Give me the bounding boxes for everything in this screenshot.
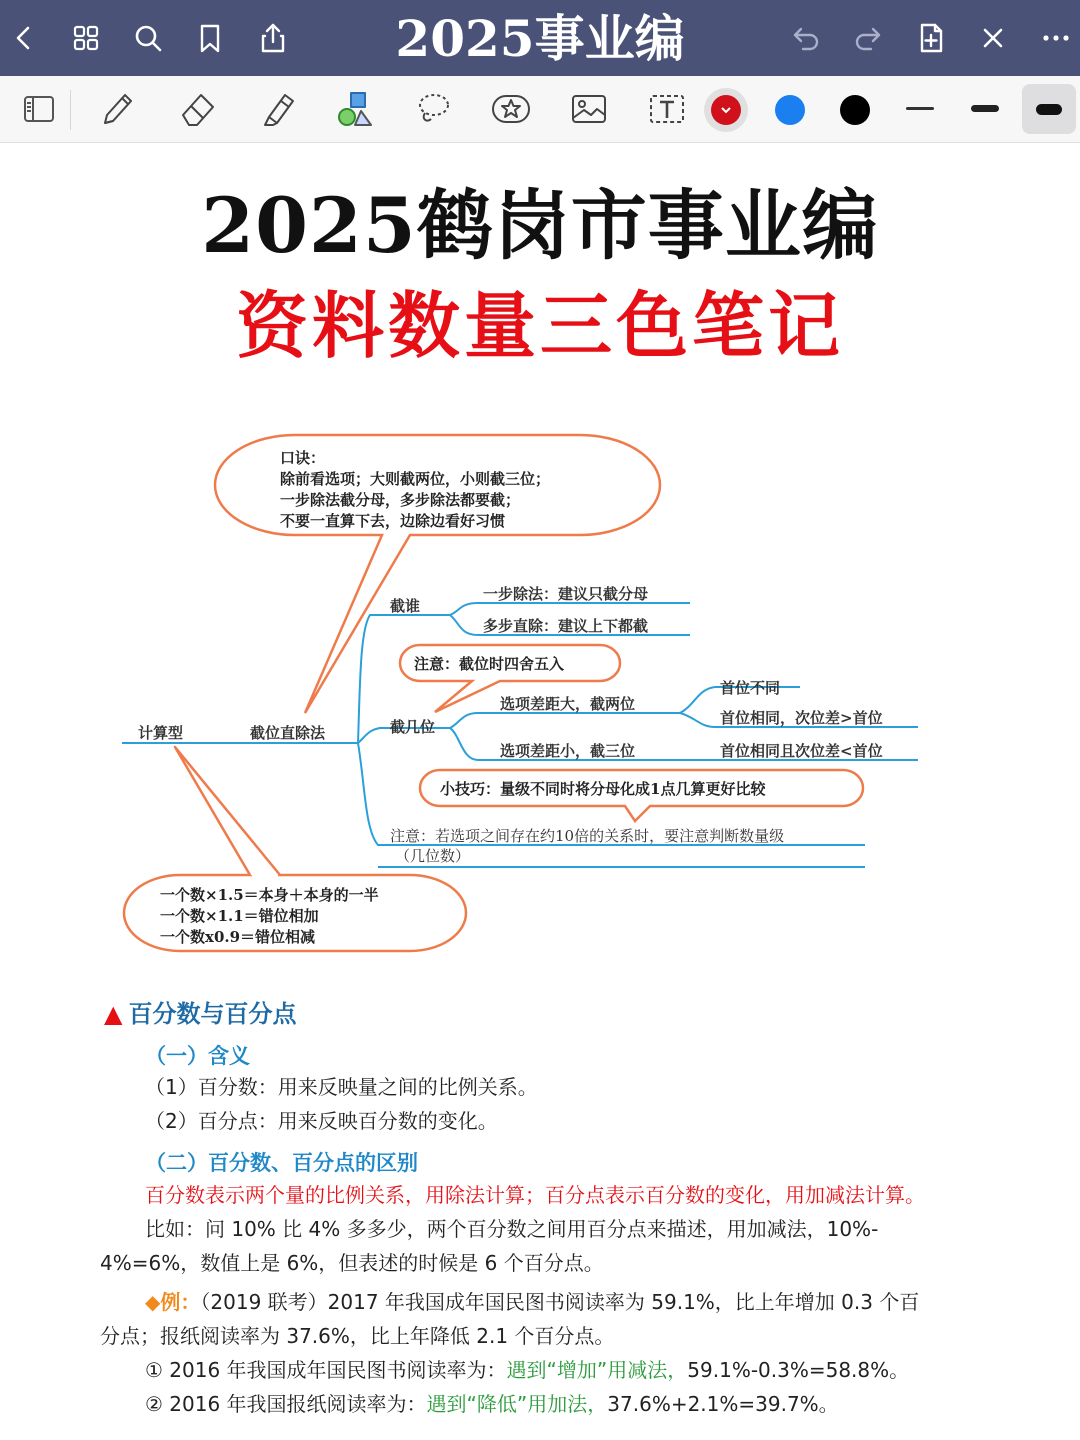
node-jiejiwei: 截几位 <box>390 718 436 736</box>
more-icon[interactable] <box>1034 14 1078 62</box>
back-icon[interactable] <box>2 14 46 62</box>
stroke-thick-option[interactable] <box>1022 84 1076 134</box>
top-navigation-bar <box>0 0 1080 76</box>
rule-item: 首位不同 <box>720 679 781 697</box>
trick-text: 小技巧：量级不同时将分母化成1点几算更好比较 <box>440 780 766 798</box>
close-icon[interactable] <box>971 14 1015 62</box>
root-node: 计算型 <box>138 724 184 742</box>
tip-label: 口诀： <box>280 449 326 467</box>
sub-branch <box>450 603 690 615</box>
grid-icon[interactable] <box>64 14 108 62</box>
undo-icon[interactable] <box>784 14 828 62</box>
rule-item: 首位相同且次位差<首位 <box>720 742 883 760</box>
note-round: 注意：截位时四舍五入 <box>414 655 565 673</box>
tip-line: 不要一直算下去，边除边看好习惯 <box>280 512 506 530</box>
stroke-medium-option[interactable] <box>971 105 999 112</box>
bottom-pointer <box>175 747 280 875</box>
node-item: 多步直除：建议上下都截 <box>483 617 649 635</box>
example-question: ◆例：（2019 联考）2017 年我国成年国民图书阅读率为 59.1%，比上年增加 0.3 个百 <box>145 1290 920 1314</box>
section-title: ▲ 百分数与百分点 <box>104 1000 297 1028</box>
mind-map <box>110 425 990 985</box>
branch-node: 截位直除法 <box>250 724 326 742</box>
toolbar-divider <box>70 90 71 130</box>
bottom-line: 一个数x0.9＝错位相减 <box>160 928 316 946</box>
tip-line: 一步除法截分母，多步除法都要截； <box>280 491 521 509</box>
eraser-icon[interactable] <box>168 84 226 134</box>
example-line: 4%=6%，数值上是 6%，但表述的时候是 6 个百分点。 <box>100 1251 604 1275</box>
example-label: ◆例： <box>145 1290 201 1314</box>
bookmark-icon[interactable] <box>188 14 232 62</box>
definition-line: （2）百分点：用来反映百分数的变化。 <box>145 1109 498 1133</box>
image-icon[interactable] <box>560 84 618 134</box>
node-item: 选项差距小，截三位 <box>500 742 636 760</box>
rule-item: 首位相同，次位差>首位 <box>720 709 883 727</box>
stroke-thin-option[interactable] <box>906 107 934 110</box>
triangle-icon: ▲ <box>104 1000 123 1028</box>
color-blue-swatch[interactable] <box>775 95 805 125</box>
tip-line: 除前看选项；大则截两位，小则截三位； <box>280 470 551 488</box>
add-page-icon[interactable] <box>909 14 953 62</box>
pen-icon[interactable] <box>88 84 146 134</box>
node-item: 选项差距大，截两位 <box>500 695 636 713</box>
color-black-swatch[interactable] <box>840 95 870 125</box>
document-title: 2025事业编 <box>395 9 685 68</box>
answer-line: ① 2016 年我国成年国民图书阅读率为：遇到“增加”用减法，59.1%-0.3%=58.8%。 <box>145 1358 910 1382</box>
note2: （几位数） <box>395 847 471 865</box>
redo-icon[interactable] <box>846 14 890 62</box>
page-title: 2025鹤岗市事业编 <box>201 181 879 270</box>
shapes-icon[interactable] <box>326 84 384 134</box>
lasso-icon[interactable] <box>404 84 462 134</box>
sticker-icon[interactable] <box>482 84 540 134</box>
text-icon[interactable] <box>638 84 696 134</box>
example-line: 比如：问 10% 比 4% 多多少，两个百分数之间用百分点来描述，用加减法，10%- <box>145 1217 879 1241</box>
sidebar-toggle-icon[interactable] <box>10 84 68 134</box>
subheading-meaning: （一）含义 <box>145 1044 250 1068</box>
highlighter-icon[interactable] <box>248 84 306 134</box>
node-jiesheui: 截谁 <box>390 597 421 615</box>
sub-branch <box>450 713 680 728</box>
node-item: 一步除法：建议只截分母 <box>483 585 649 603</box>
example-question-cont: 分点；报纸阅读率为 37.6%，比上年降低 2.1 个百分点。 <box>100 1324 615 1348</box>
page-subtitle: 资料数量三色笔记 <box>235 283 844 368</box>
definition-line: （1）百分数：用来反映量之间的比例关系。 <box>145 1075 538 1099</box>
subheading-difference: （二）百分数、百分点的区别 <box>145 1151 418 1175</box>
share-icon[interactable] <box>251 14 295 62</box>
note2: 注意：若选项之间存在约10倍的关系时，要注意判断数量级 <box>390 827 785 845</box>
bottom-line: 一个数×1.1＝错位相加 <box>160 907 319 925</box>
bottom-line: 一个数×1.5＝本身＋本身的一半 <box>160 886 379 904</box>
search-icon[interactable] <box>126 14 170 62</box>
answer-line: ② 2016 年我国报纸阅读率为：遇到“降低”用加法，37.6%+2.1%=39.7%。 <box>145 1392 839 1416</box>
key-point-line: 百分数表示两个量的比例关系，用除法计算；百分点表示百分数的变化，用加减法计算。 <box>145 1183 925 1207</box>
chevron-down-icon <box>720 104 732 116</box>
